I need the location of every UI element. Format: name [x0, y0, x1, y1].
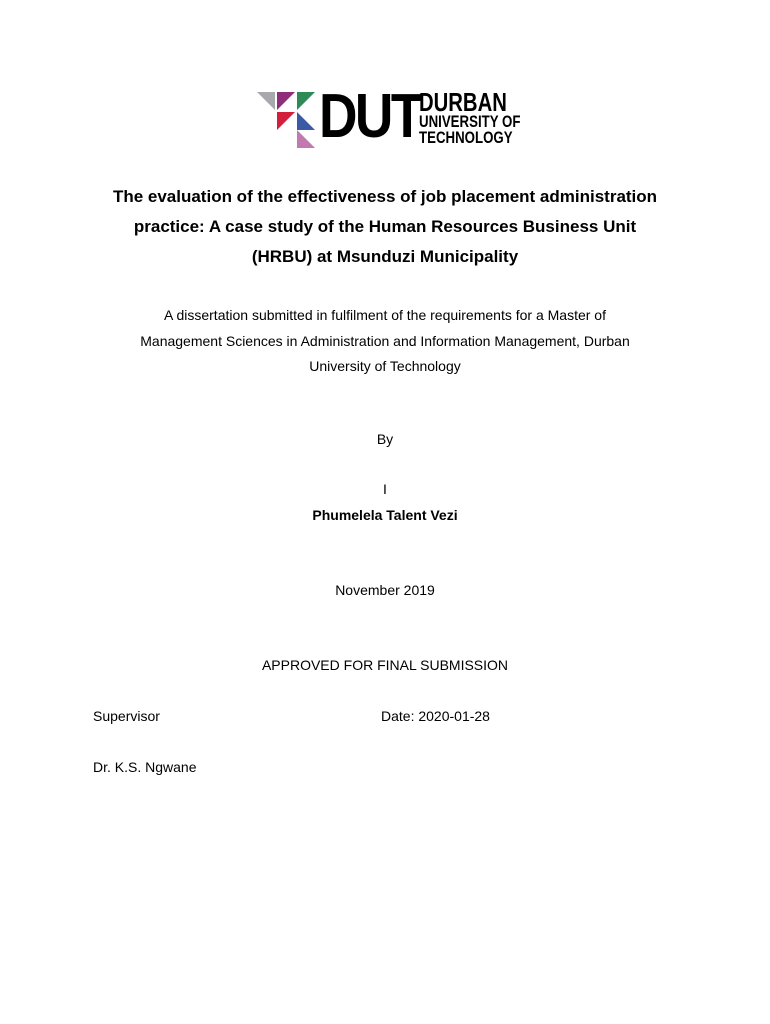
description-line-2: Management Sciences in Administration and Information Management, Durban — [140, 332, 630, 349]
separator-mark: I — [383, 481, 387, 497]
dissertation-description — [0, 303, 770, 380]
supervisor-label: Supervisor — [93, 708, 160, 724]
title-line-2: practice: A case study of the Human Resources Business Unit — [133, 217, 637, 236]
author-name: Phumelela Talent Vezi — [312, 507, 458, 523]
dissertation-title — [0, 182, 770, 272]
approval-date: Date: 2020-01-28 — [381, 708, 490, 724]
by-label: By — [376, 431, 394, 447]
title-line-1: The evaluation of the effectiveness of job placement administration — [112, 187, 658, 206]
submission-date: November 2019 — [335, 582, 435, 598]
logo-line-technology: TECHNOLOGY — [419, 128, 513, 147]
dut-triangle-mark-icon — [255, 88, 319, 148]
description-line-1: A dissertation submitted in fulfilment of the requirements for a Master of — [164, 307, 606, 323]
university-name — [419, 87, 521, 147]
dut-logo — [255, 82, 521, 151]
description-line-3: University of Technology — [309, 358, 461, 374]
supervisor-name: Dr. K.S. Ngwane — [93, 759, 197, 775]
logo-line-durban: DURBAN — [419, 87, 507, 117]
approval-statement: APPROVED FOR FINAL SUBMISSION — [261, 657, 509, 673]
title-line-3: (HRBU) at Msunduzi Municipality — [251, 247, 519, 266]
dut-wordmark: DUT — [319, 82, 421, 151]
logo-line-university-of: UNIVERSITY OF — [419, 112, 521, 131]
